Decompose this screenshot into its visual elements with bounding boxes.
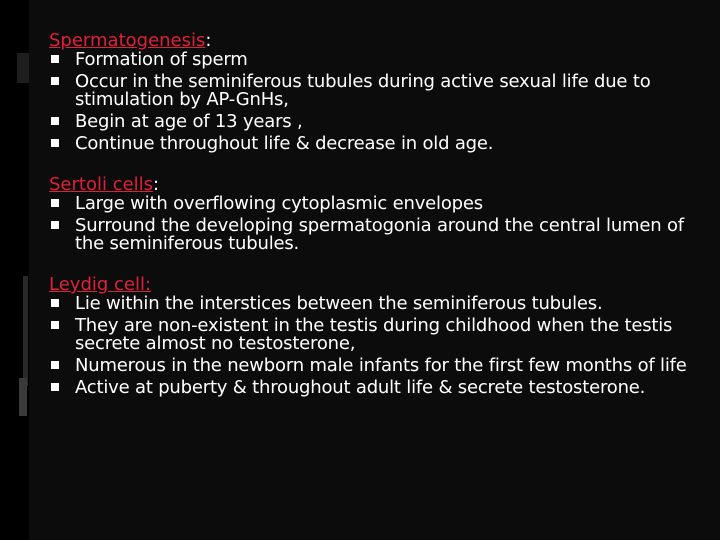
decorative-bar bbox=[23, 276, 28, 386]
square-bullet-icon bbox=[51, 321, 59, 329]
list-item: Begin at age of 13 years , bbox=[49, 113, 689, 131]
list-item: They are non-existent in the testis during childhood when the testis secrete almost no testosterone, bbox=[49, 317, 689, 353]
section-leydig-cell bbox=[49, 274, 689, 397]
bullet-list bbox=[49, 51, 689, 153]
list-item: Occur in the seminiferous tubules during active sexual life due to stimulation by AP-GnHs, bbox=[49, 73, 689, 109]
square-bullet-icon bbox=[51, 221, 59, 229]
square-bullet-icon bbox=[51, 299, 59, 307]
bullet-list bbox=[49, 195, 689, 253]
bullet-list bbox=[49, 295, 689, 397]
list-item: Numerous in the newborn male infants for the first few months of life bbox=[49, 357, 689, 375]
square-bullet-icon bbox=[51, 55, 59, 63]
list-item: Formation of sperm bbox=[49, 51, 689, 69]
square-bullet-icon bbox=[51, 361, 59, 369]
decorative-bar bbox=[17, 53, 29, 83]
section-spermatogenesis bbox=[49, 30, 689, 153]
square-bullet-icon bbox=[51, 383, 59, 391]
section-heading: Leydig cell: bbox=[49, 274, 152, 295]
square-bullet-icon bbox=[51, 199, 59, 207]
square-bullet-icon bbox=[51, 139, 59, 147]
list-item: Active at puberty & throughout adult life & secrete testosterone. bbox=[49, 379, 689, 397]
section-heading: Sertoli cells: bbox=[49, 174, 160, 195]
square-bullet-icon bbox=[51, 77, 59, 85]
decorative-bar bbox=[19, 378, 27, 416]
list-item: Continue throughout life & decrease in old age. bbox=[49, 135, 689, 153]
section-sertoli-cells bbox=[49, 174, 689, 253]
square-bullet-icon bbox=[51, 117, 59, 125]
slide-content bbox=[49, 30, 689, 418]
list-item: Large with overflowing cytoplasmic envelopes bbox=[49, 195, 689, 213]
list-item: Lie within the interstices between the seminiferous tubules. bbox=[49, 295, 689, 313]
list-item: Surround the developing spermatogonia around the central lumen of the seminiferous tubules. bbox=[49, 217, 689, 253]
section-heading: Spermatogenesis: bbox=[49, 30, 212, 51]
